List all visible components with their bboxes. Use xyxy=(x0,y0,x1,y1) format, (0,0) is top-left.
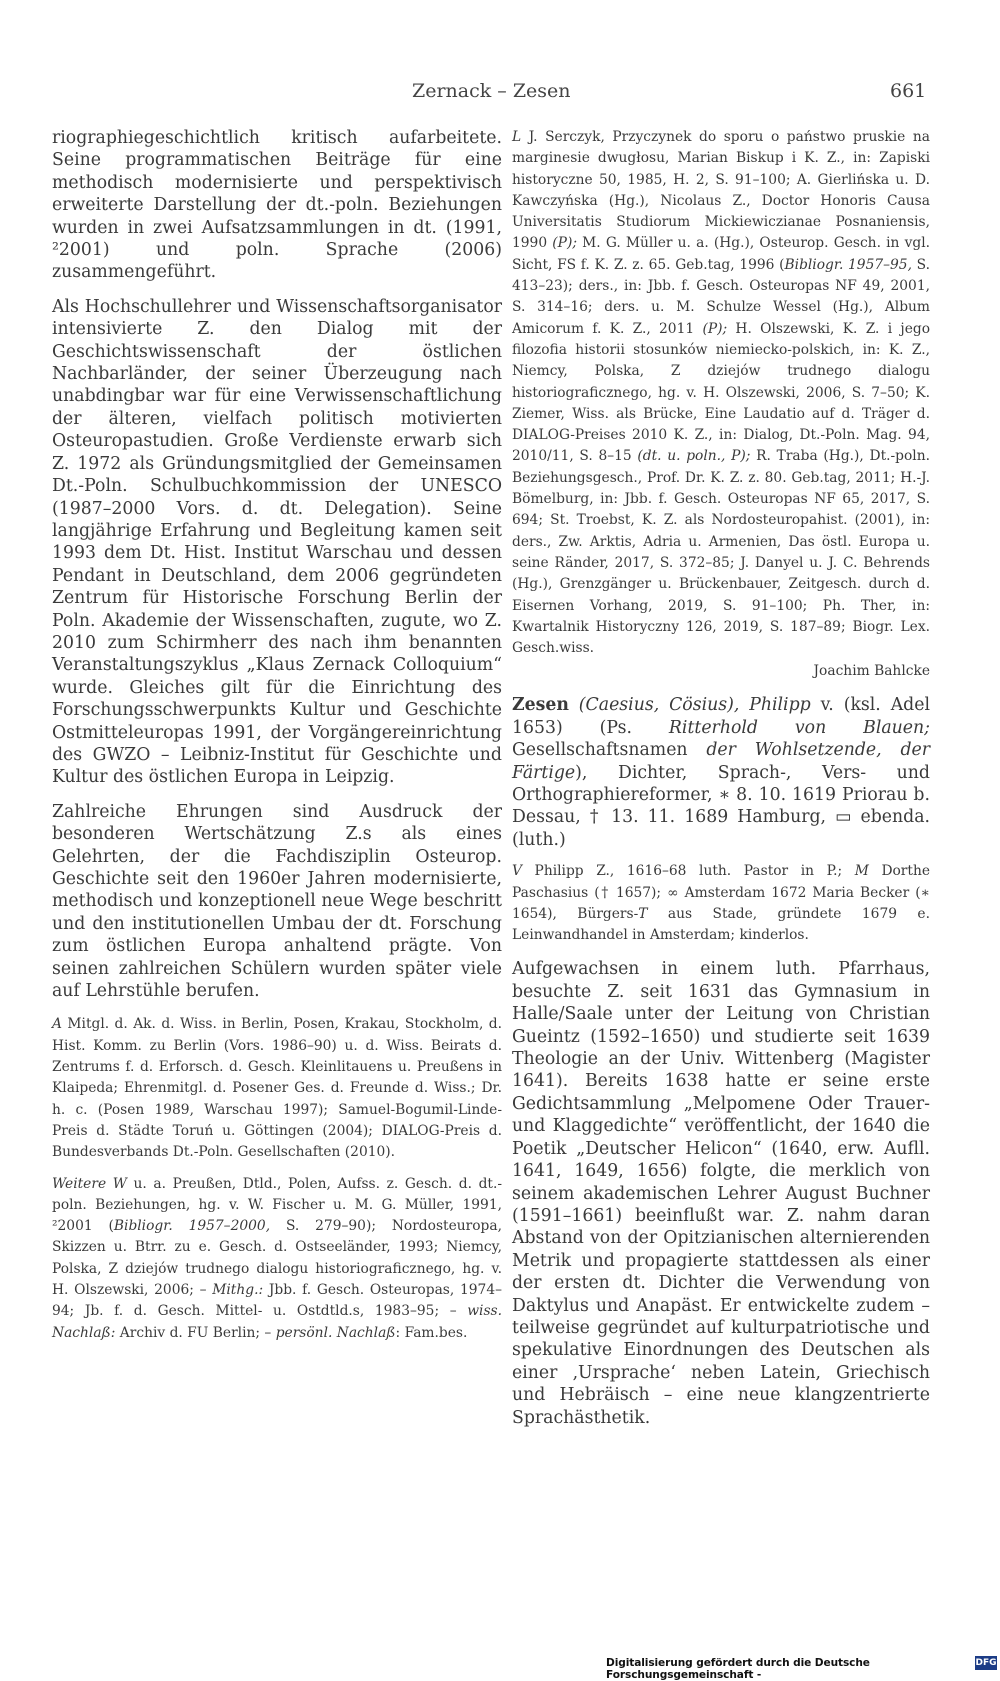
family-note: V Philipp Z., 1616–68 luth. Pastor in P.; M Dorthe Paschasius († 1657); ∞ Amsterdam 1672 Maria Becker (∗ 1654), Bürgers-T aus Stade, gründete 1679 e. Leinwandhandel in Amsterdam; kinderlos. xyxy=(512,863,930,944)
section-marker: Weitere W xyxy=(52,1175,127,1192)
digitization-footer xyxy=(604,1653,1000,1681)
literature-note: L J. Serczyk, Przyczynek do sporu o państwo pruskie na marginesie dwugłosu, Marian Biskup i K. Z., in: Zapiski historyczne 50, 1985, H. 2, S. 91–100; A. Gierlińska u. D. Kawczyńska (Hg.), Nicolaus Z., Doctor Honoris Causa Universitatis Studiorum Mickiewiczianae Posnaniensis, 1990 (P); M. G. Müller u. a. (Hg.), Osteurop. Gesch. in vgl. Sicht, FS f. K. Z. z. 65. Geb.tag, 1996 (Bibliogr. 1957–95, S. 413–23); ders., in: Jbb. f. Gesch. Osteuropas NF 49, 2001, S. 314–16; ders. u. M. Schulze Wessel (Hg.), Album Amicorum f. K. Z., 2011 (P); H. Olszewski, K. Z. i jego filozofia historii stosunków niemiecko-polskich, in: K. Z., Niemcy, Polska, Z dziejów trudnego dialogu historiograficznego, hg. v. H. Olszewski, 2006, S. 7–50; K. Ziemer, Wiss. als Brücke, Eine Laudatio auf d. Träger d. DIALOG-Preises 2010 K. Z., in: Dialog, Dt.-Poln. Mag. 94, 2010/11, S. 8–15 (dt. u. poln., P); R. Traba (Hg.), Dt.-poln. Beziehungsgesch., Prof. Dr. K. Z. z. 80. Geb.tag, 2011; H.-J. Bömelburg, in: Jbb. f. Gesch. Osteuropas NF 65, 2017, S. 694; St. Troebst, K. Z. als Nordosteuropahist. (2001), in: ders., Zw. Arktis, Adria u. Armenien, Das östl. Europa u. seine Ränder, 2017, S. 372–85; J. Danyel u. J. C. Behrends (Hg.), Grenzgänger u. Brückenbauer, Zeitgesch. durch d. Eisernen Vorhang, 2019, S. 91–100; Ph. Ther, in: Kwartalnik Historyczny 126, 2019, S. 187–89; Biogr. Lex. Gesch.wiss. xyxy=(512,129,931,657)
section-marker: V xyxy=(512,863,522,880)
entry-heading: Zesen (Caesius, Cösius), Philipp v. (ksl. Adel 1653) (Ps. Ritterhold von Blauen; Gesellschaftsnamen der Wohlsetzende, der Färtige), Dichter, Sprach-, Vers- und Orthographiereformer, ∗ 8. 10. 1619 Priorau b. Dessau, † 13. 11. 1689 Hamburg, ▭ ebenda. (luth.) xyxy=(512,695,930,850)
section-marker: A xyxy=(52,1016,62,1033)
running-title: Zernack – Zesen xyxy=(412,80,571,102)
paragraph: Als Hochschullehrer und Wissenschaftsorganisator intensivierte Z. den Dialog mit der Geschichtswissenschaft der östlichen Nachbarländer, der seiner Überzeugung nach unabdingbar war für eine Verwissenschaftlichung der älteren, vielfach politisch motivierten Osteuropastudien. Große Verdienste erwarb sich Z. 1972 als Gründungsmitglied der Gemeinsamen Dt.-Poln. Schulbuchkommission der UNESCO (1987–2000 Vors. d. dt. Delegation). Seine langjährige Erfahrung und Begleitung kamen seit 1993 dem Dt. Hist. Institut Warschau und dessen Pendant in Deutschland, dem 2006 gegründeten Zentrum für Historische Forschung Berlin der Poln. Akademie der Wissenschaften, zugute, wo Z. 2010 zum Schirmherr des nach ihm benannten Veranstaltungszyklus „Klaus Zernack Colloquium“ wurde. Gleiches gilt für die Einrichtung des Forschungsschwerpunkts Kultur und Geschichte Ostmitteleuropas 1991, der Vorgängereinrichtung des GWZO – Leibniz-Institut für Geschichte und Kultur des östlichen Europa in Leipzig. xyxy=(52,296,502,788)
running-header xyxy=(0,80,1000,106)
paragraph: Aufgewachsen in einem luth. Pfarrhaus, besuchte Z. seit 1631 das Gymnasium in Halle/Saale unter der Leitung von Christian Gueintz (1592–1650) und studierte seit 1639 Theologie an der Univ. Wittenberg (Magister 1641). Bereits 1638 hatte er seine erste Gedichtsammlung „Melpomene Oder Trauer- und Klaggedichte“ veröffentlicht, der 1640 die Poetik „Deutscher Helicon“ (1640, erw. Aufll. 1641, 1649, 1656) folgte, die merklich von seinem akademischen Lehrer August Buchner (1591–1661) beeinflußt war. Z. nahm daran Abstand von der Opitzianischen alternierenden Metrik und propagierte stattdessen als einer der ersten dt. Dichter die Verwendung von Daktylus und Anapäst. Er entwickelte zudem – teilweise gegründet auf kulturpatriotische und spekulative Einordnungen des Deutschen als einer ‚Ursprache‘ neben Latein, Griechisch und Hebräisch – eine neue klangzentrierte Sprachästhetik. xyxy=(512,959,930,1428)
footer-text: Digitalisierung gefördert durch die Deutsche Forschungsgemeinschaft - xyxy=(606,1657,870,1681)
works-note: Weitere W u. a. Preußen, Dtld., Polen, Aufss. z. Gesch. d. dt.-poln. Beziehungen, hg. v. W. Fischer u. M. G. Müller, 1991, ²2001 (Bibliogr. 1957–2000, S. 279–90); Nordosteuropa, Skizzen u. Btrr. zu e. Gesch. d. Ostseeländer, 1993; Niemcy, Polska, Z dziejów trudnego dialogu historiograficznego, hg. v. H. Olszewski, 2006; – Mithg.: Jbb. f. Gesch. Osteuropas, 1974–94; Jb. f. d. Gesch. Mittel- u. Ostdtld.s, 1983–95; – wiss. Nachlaß: Archiv d. FU Berlin; – persönl. Nachlaß: Fam.bes. xyxy=(52,1175,503,1341)
dfg-logo: DFG xyxy=(975,1658,997,1668)
awards-note: A Mitgl. d. Ak. d. Wiss. in Berlin, Posen, Krakau, Stockholm, d. Hist. Komm. zu Berlin (Vors. 1986–90) u. d. Wiss. Beirats d. Zentrums f. d. Erforsch. d. Gesch. Kleinlitauens u. Preußens in Klaipeda; Ehrenmitgl. d. Posener Ges. d. Freunde d. Wiss.; Dr. h. c. (Posen 1989, Warschau 1997); Samuel-Bogumil-Linde-Preis d. Städte Toruń u. Göttingen (2004); DIALOG-Preis d. Bundesverbands Dt.-Poln. Gesellschaften (2010). xyxy=(52,1016,502,1161)
paragraph: riographiegeschichtlich kritisch aufarbeitete. Seine programmatischen Beiträge für eine methodisch modernisierte und perspektivisch erweiterte Darstellung der dt.-poln. Beziehungen wurden in zwei Aufsatzsammlungen in dt. (1991, ²2001) und poln. Sprache (2006) zusammengeführt. xyxy=(52,128,502,283)
right-column xyxy=(512,127,930,1429)
section-marker: M xyxy=(854,863,869,880)
page-number: 661 xyxy=(890,80,927,102)
author-signature: Joachim Bahlcke xyxy=(813,663,930,680)
section-marker: L xyxy=(512,129,522,145)
left-column xyxy=(52,127,502,1344)
entry-name: Zesen xyxy=(512,695,569,716)
section-marker: T xyxy=(638,905,648,922)
paragraph: Zahlreiche Ehrungen sind Ausdruck der besonderen Wertschätzung Z.s als eines Gelehrten, der die Fachdisziplin Osteurop. Geschichte seit den 1960er Jahren modernisierte, methodisch und konzeptionell neue Wege beschritt und den institutionellen Umbau der dt. Forschung zum östlichen Europa anhaltend prägte. Von seinen zahlreichen Schülern wurden später viele auf Lehrstühle berufen. xyxy=(52,801,502,1002)
